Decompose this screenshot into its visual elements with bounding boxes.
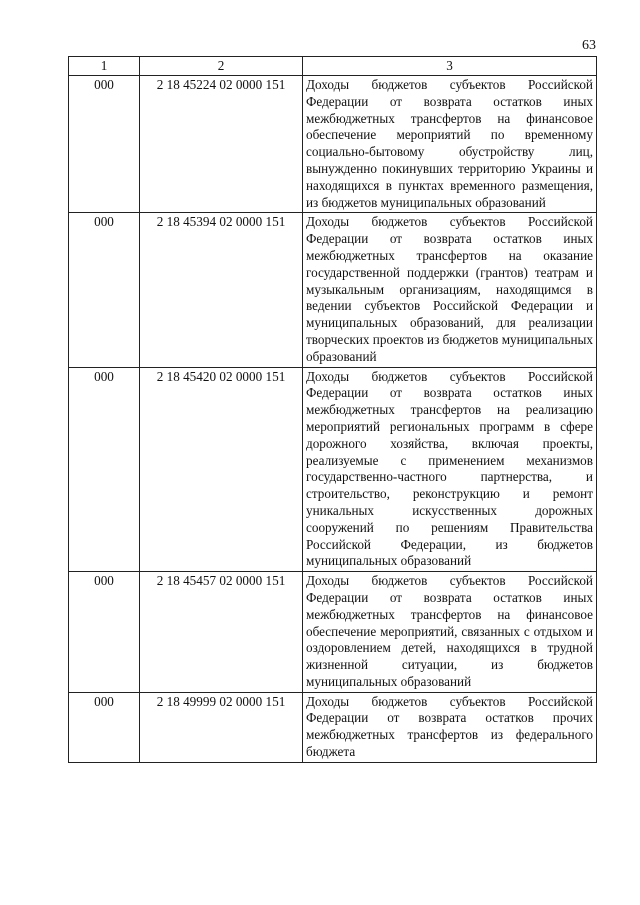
description-cell: Доходы бюджетов субъектов Российской Федерации от возврата остатков иных межбюджетных трансфертов на оказание государственной поддержки (грантов) театрам и музыкальным организациям, находящимся в ведении субъектов Российской Федерации и муниципальных образований, для реализации творческих проектов из бюджетов муниципальных образований <box>303 213 597 367</box>
table-row <box>69 367 597 572</box>
table-row <box>69 572 597 693</box>
income-code-cell: 2 18 45457 02 0000 151 <box>140 572 303 693</box>
income-code-cell: 2 18 45394 02 0000 151 <box>140 213 303 367</box>
admin-code-cell: 000 <box>69 367 140 572</box>
description-cell: Доходы бюджетов субъектов Российской Федерации от возврата остатков иных межбюджетных трансфертов на финансовое обеспечение мероприятий по временному социально-бытовому обустройству лиц, вынужденно покинувших территорию Украины и находящихся в пунктах временного размещения, из бюджетов муниципальных образований <box>303 76 597 213</box>
table-header-row <box>69 57 597 76</box>
admin-code-cell: 000 <box>69 76 140 213</box>
column-header-3: 3 <box>303 57 597 76</box>
budget-income-table <box>68 56 597 763</box>
table-row <box>69 213 597 367</box>
admin-code-cell: 000 <box>69 692 140 762</box>
description-cell: Доходы бюджетов субъектов Российской Федерации от возврата остатков иных межбюджетных трансфертов на финансовое обеспечение мероприятий, связанных с отдыхом и оздоровлением детей, находящихся в трудной жизненной ситуации, из бюджетов муниципальных образований <box>303 572 597 693</box>
table-row <box>69 76 597 213</box>
page-number: 63 <box>582 38 596 53</box>
description-cell: Доходы бюджетов субъектов Российской Федерации от возврата остатков иных межбюджетных трансфертов на реализацию мероприятий региональных программ в сфере дорожного хозяйства, включая проекты, реализуемые с применением механизмов государственно-частного партнерства, и строительство, реконструкцию и ремонт уникальных искусственных дорожных сооружений по решениям Правительства Российской Федерации, из бюджетов муниципальных образований <box>303 367 597 572</box>
column-header-2: 2 <box>140 57 303 76</box>
admin-code-cell: 000 <box>69 213 140 367</box>
income-code-cell: 2 18 49999 02 0000 151 <box>140 692 303 762</box>
description-cell: Доходы бюджетов субъектов Российской Федерации от возврата остатков прочих межбюджетных трансфертов из федерального бюджета <box>303 692 597 762</box>
admin-code-cell: 000 <box>69 572 140 693</box>
income-code-cell: 2 18 45420 02 0000 151 <box>140 367 303 572</box>
table-row <box>69 692 597 762</box>
column-header-1: 1 <box>69 57 140 76</box>
income-code-cell: 2 18 45224 02 0000 151 <box>140 76 303 213</box>
